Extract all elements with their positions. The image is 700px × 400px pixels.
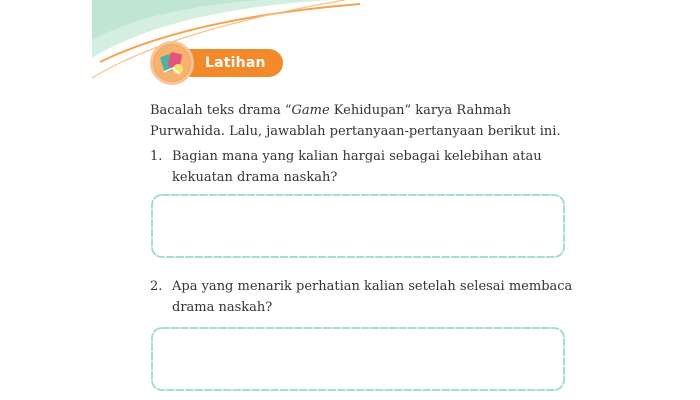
- answer-box-2[interactable]: [150, 326, 566, 392]
- intro-text-end: Kehidupan” karya Rahmah Purwahida. Lalu, jawablah pertanyaan-pertanyaan berikut ini.: [150, 103, 561, 139]
- instruction-text: [150, 100, 590, 142]
- drama-title-italic: Game: [291, 103, 330, 118]
- section-badge: [150, 41, 285, 85]
- answer-field-1[interactable]: [160, 201, 560, 255]
- latihan-illustration-icon: [150, 41, 194, 85]
- section-label: Latihan: [205, 55, 266, 71]
- question-2: [150, 276, 590, 318]
- question-number: 1.: [150, 149, 163, 164]
- question-number: 2.: [150, 279, 163, 294]
- intro-text-start: Bacalah teks drama “: [150, 103, 292, 118]
- question-text: Apa yang menarik perhatian kalian setelah selesai membaca drama naskah?: [172, 279, 573, 315]
- question-1: [150, 146, 590, 188]
- question-text: Bagian mana yang kalian hargai sebagai kelebihan atau kekuatan drama naskah?: [172, 149, 542, 185]
- decorative-swoosh: [0, 0, 700, 100]
- answer-field-2[interactable]: [160, 334, 560, 388]
- answer-box-1[interactable]: [150, 193, 566, 259]
